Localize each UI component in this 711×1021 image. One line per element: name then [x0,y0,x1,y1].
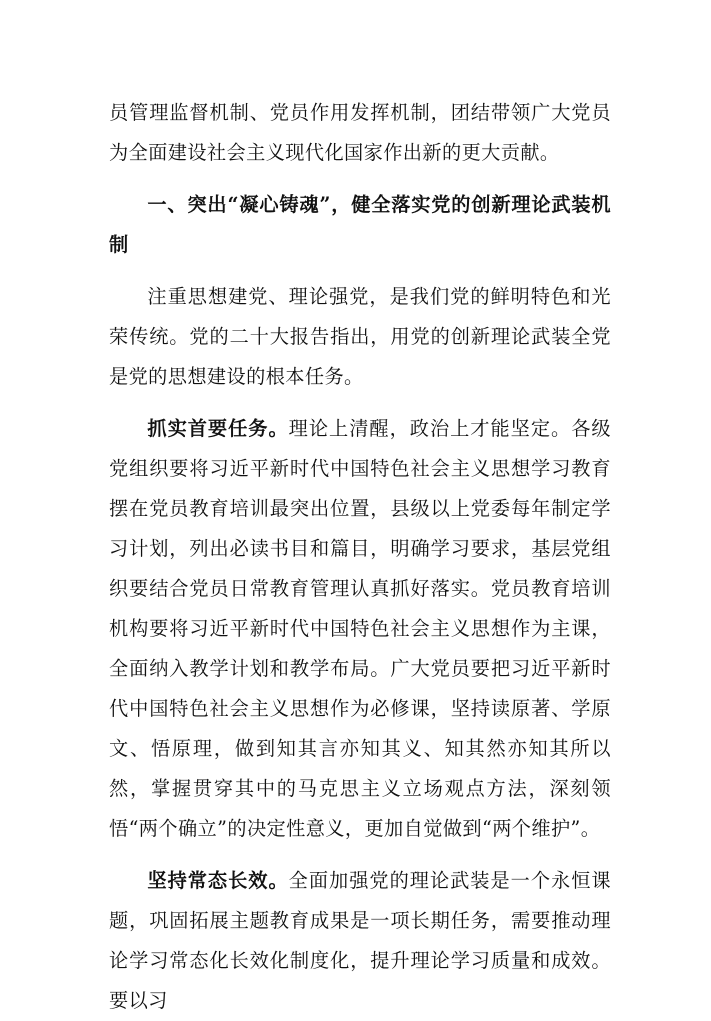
paragraph-continued: 员管理监督机制、党员作用发挥机制，团结带领广大党员为全面建设社会主义现代化国家作出新的更大贡献。 [109,101,611,164]
document-body [109,93,611,1021]
paragraph-body-text: 理论上清醒，政治上才能坚定。各级党组织要将习近平新时代中国特色社会主义思想学习教育摆在党员教育培训最突出位置，县级以上党委每年制定学习计划，列出必读书目和篇目，明确学习要求，基层党组织要结合党员日常教育管理认真抓好落实。党员教育培训机构要将习近平新时代中国特色社会主义思想作为主课，全面纳入教学计划和教学布局。广大党员要把习近平新时代中国特色社会主义思想作为必修课，坚持读原著、学原文、悟原理，做到知其言亦知其义、知其然亦知其所以然，掌握贯穿其中的马克思主义立场观点方法，深刻领悟“两个确立”的决定性意义，更加自觉做到“两个维护”。 [109,417,611,840]
paragraph-body-text: 全面加强党的理论武装是一个永恒课题，巩固拓展主题教育成果是一项长期任务，需要推动理论学习常态化长效化制度化，提升理论学习质量和成效。要以习 [109,869,611,1012]
paragraph-intro: 注重思想建党、理论强党，是我们党的鲜明特色和光荣传统。党的二十大报告指出，用党的创新理论武装全党是党的思想建设的根本任务。 [109,285,611,388]
paragraph-first-task [109,409,611,849]
paragraph-lead-title: 坚持常态长效。 [147,869,289,892]
paragraph-long-term [109,861,611,1021]
section-heading: 一、突出“凝心铸魂”，健全落实党的创新理论武装机制 [109,193,611,256]
paragraph-lead-title: 抓实首要任务。 [147,417,289,440]
